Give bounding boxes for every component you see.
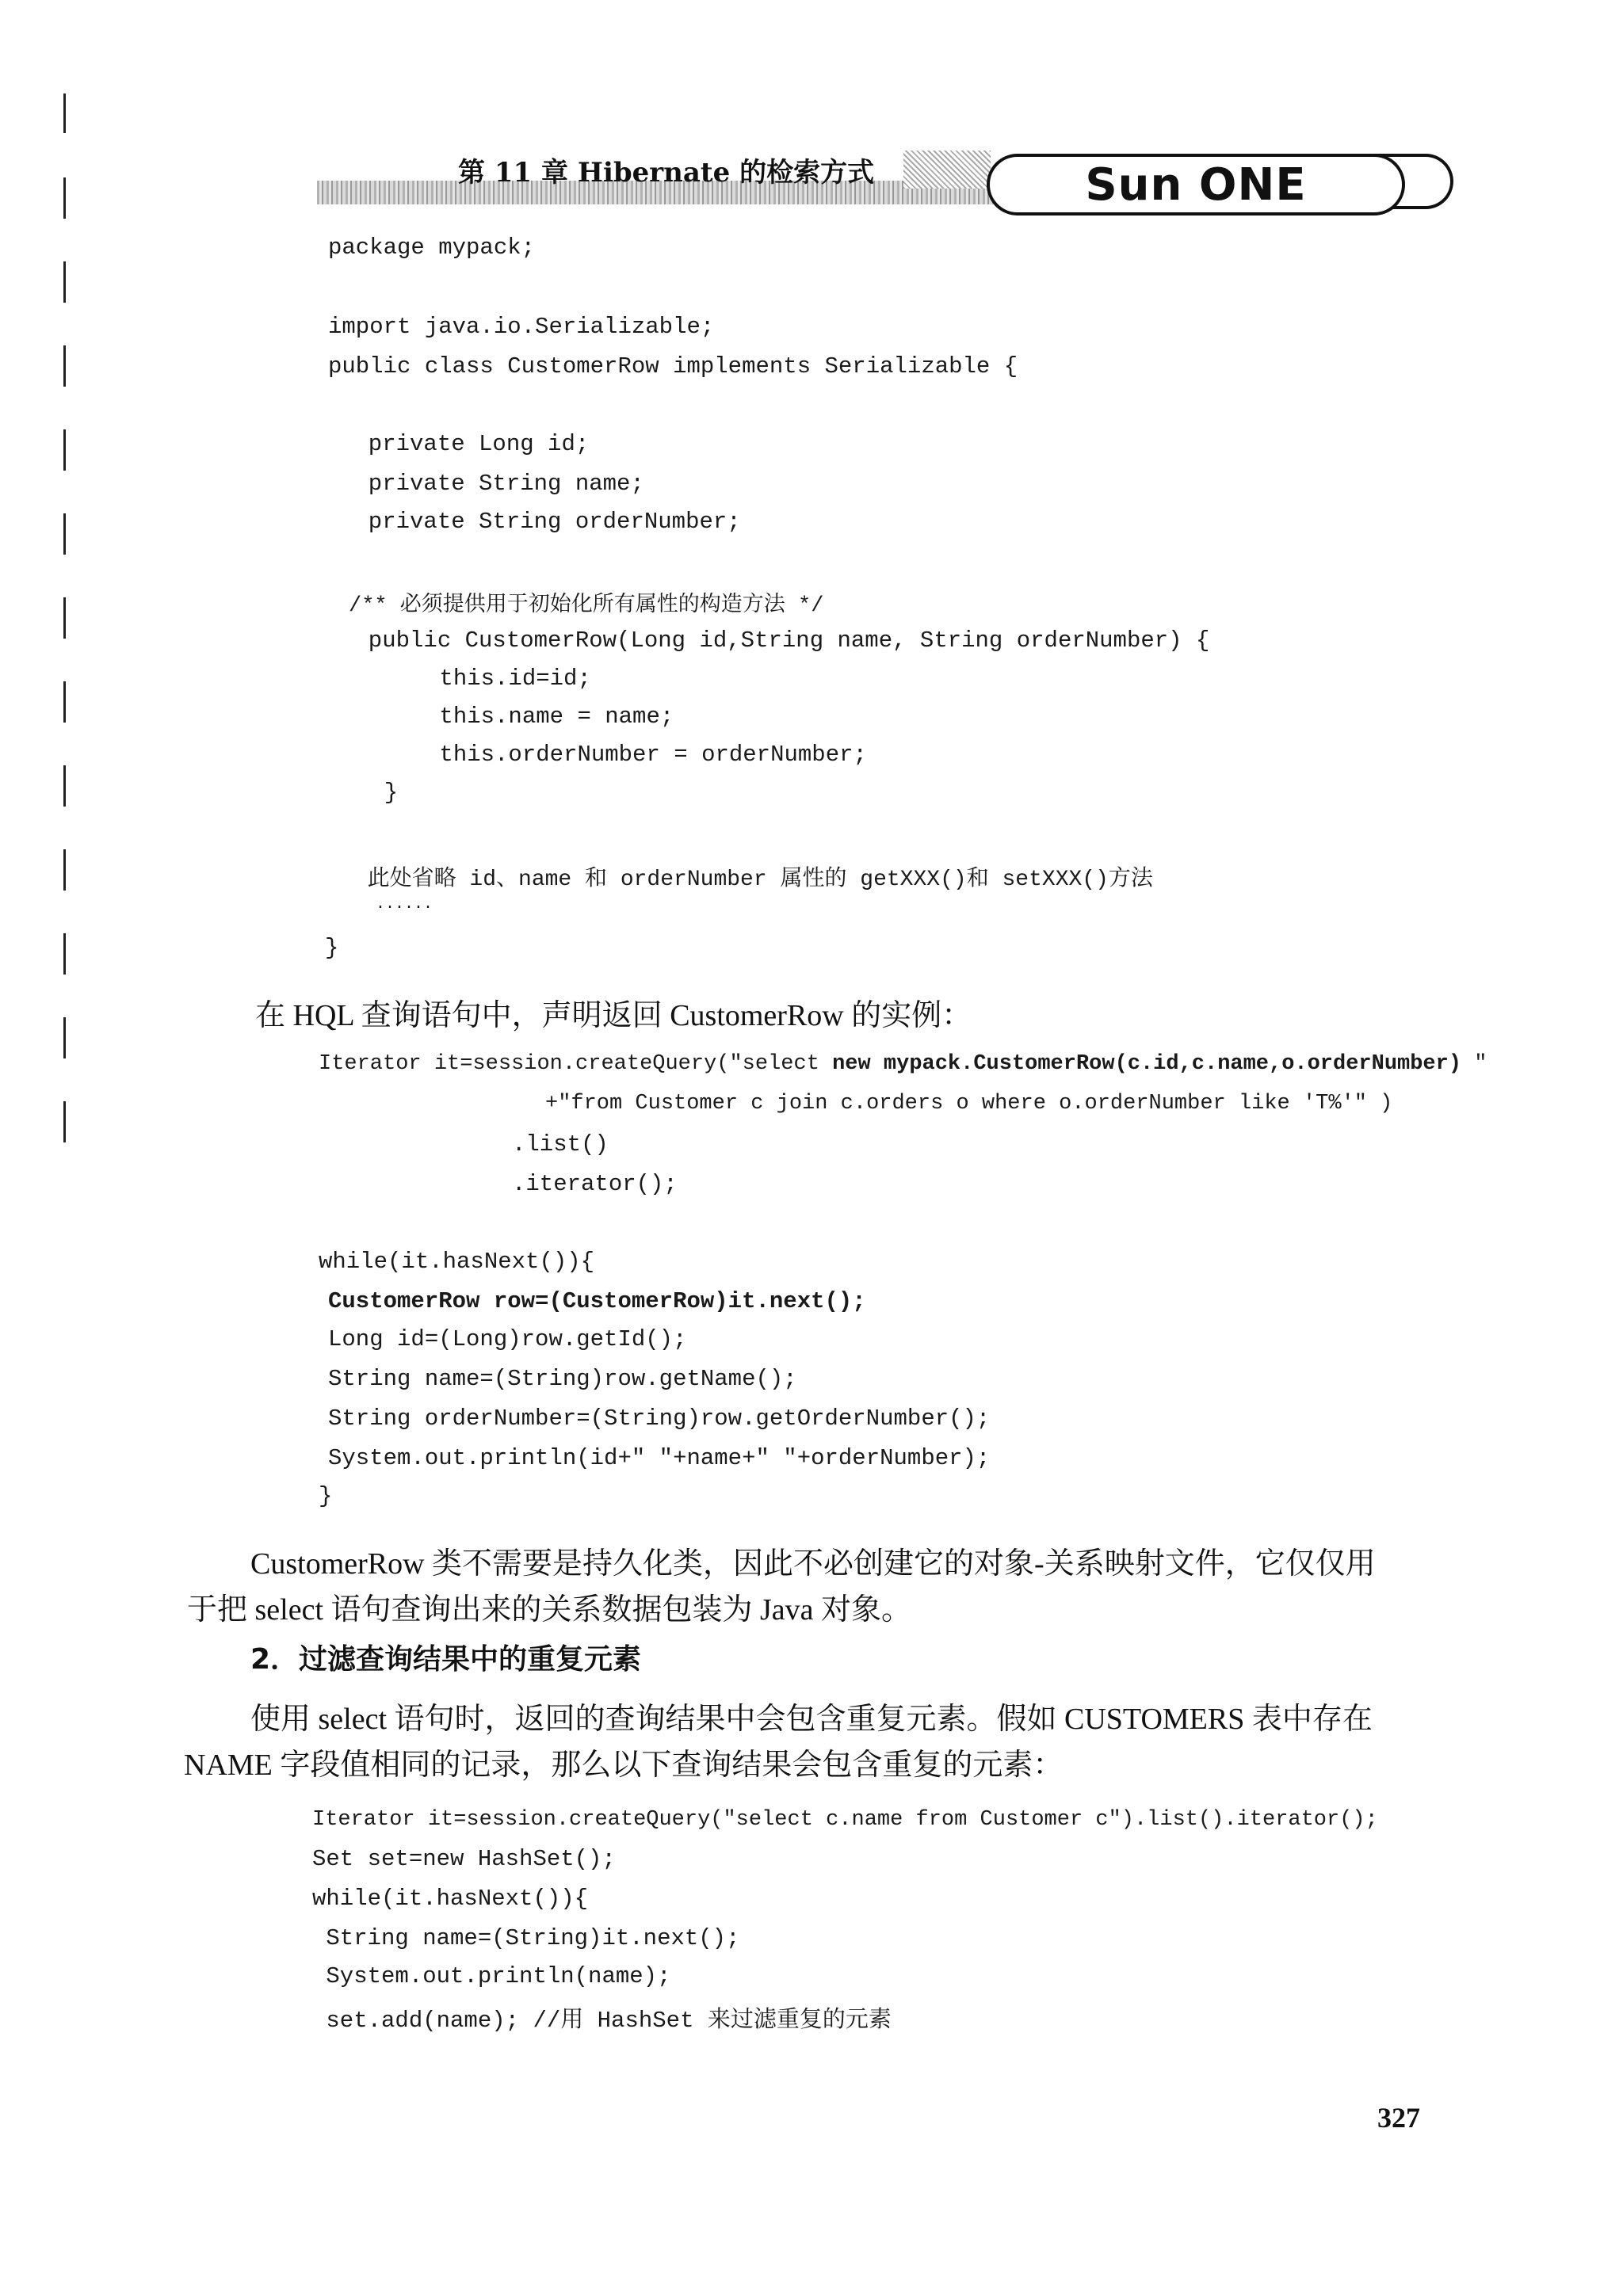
code-line: String name=(String)it.next(); [312,1925,740,1951]
code-line: private String orderNumber; [341,509,741,535]
paragraph: 在 HQL 查询语句中，声明返回 CustomerRow 的实例： [255,999,972,1032]
paragraph: 于把 select 语句查询出来的关系数据包装为 Java 对象。 [187,1593,912,1627]
code-line: CustomerRow row=(CustomerRow)it.next(); [328,1288,866,1314]
code-line: 此处省略 id、name 和 orderNumber 属性的 getXXX()和 setXXX()方法 [341,868,1153,892]
code-line: import java.io.Serializable; [328,314,715,340]
margin-bar [63,261,66,303]
margin-bar [63,513,66,555]
margin-bar [63,345,66,387]
page-number: 327 [1377,2102,1420,2134]
code-line: Long id=(Long)row.getId(); [328,1326,687,1352]
margin-bar [63,681,66,723]
code-line: ...... [357,895,433,913]
margin-bar [63,849,66,891]
margin-bar [63,597,66,639]
code-line: .list() [512,1131,609,1158]
margin-bar [63,765,66,807]
code-line: Iterator it=session.createQuery("select c.name from Customer c").list().iterator(); [312,1808,1378,1832]
margin-bar [63,93,66,133]
code-text: " [1461,1052,1487,1076]
chapter-title: 第 11 章 Hibernate 的检索方式 [458,157,875,189]
margin-bar [63,1017,66,1058]
paragraph: NAME 字段值相同的记录，那么以下查询结果会包含重复的元素： [184,1749,1064,1782]
code-comment: /** 必须提供用于初始化所有属性的构造方法 */ [349,594,824,618]
code-line: String orderNumber=(String)row.getOrderNumber(); [328,1405,991,1432]
code-line: public class CustomerRow implements Serializable { [328,353,1018,379]
code-line: } [325,935,339,961]
margin-bar [63,1101,66,1142]
code-line: System.out.println(id+" "+name+" "+orderNumber); [328,1445,991,1471]
margin-bar [63,429,66,471]
code-line: +"from Customer c join c.orders o where o.orderNumber like 'T%'" ) [545,1092,1393,1116]
code-line: this.orderNumber = orderNumber; [357,742,867,768]
margin-bar [63,933,66,974]
logo-text: Sun ONE [1085,158,1307,211]
code-line: .iterator(); [512,1171,678,1197]
code-line: set.add(name); //用 HashSet 来过滤重复的元素 [312,2008,892,2034]
code-highlight: new mypack.CustomerRow(c.id,c.name,o.orderNumber) [832,1052,1462,1076]
paragraph: CustomerRow 类不需要是持久化类，因此不必创建它的对象-关系映射文件，它仅仅用 [250,1547,1376,1581]
code-line: public CustomerRow(Long id,String name, String orderNumber) { [341,627,1210,654]
code-line: package mypack; [328,235,536,261]
code-line: while(it.hasNext()){ [312,1886,589,1912]
code-line: Set set=new HashSet(); [312,1846,616,1872]
code-line: } [357,780,399,806]
code-line [319,1052,1487,1076]
section-heading: 2．过滤查询结果中的重复元素 [250,1643,642,1676]
margin-bar [63,177,66,219]
code-line: this.id=id; [357,666,591,692]
paragraph: 使用 select 语句时，返回的查询结果中会包含重复元素。假如 CUSTOMERS 表中存在 [250,1703,1373,1736]
code-line: System.out.println(name); [312,1963,671,1989]
code-line: this.name = name; [357,704,674,730]
code-line: } [319,1483,333,1509]
header-pattern [903,151,991,189]
code-line: while(it.hasNext()){ [319,1249,595,1275]
code-text: Iterator it=session.createQuery("select [319,1052,833,1076]
code-line: String name=(String)row.getName(); [328,1366,797,1392]
code-line: private Long id; [341,431,590,457]
sun-one-logo [987,154,1405,215]
code-line: private String name; [341,471,644,497]
